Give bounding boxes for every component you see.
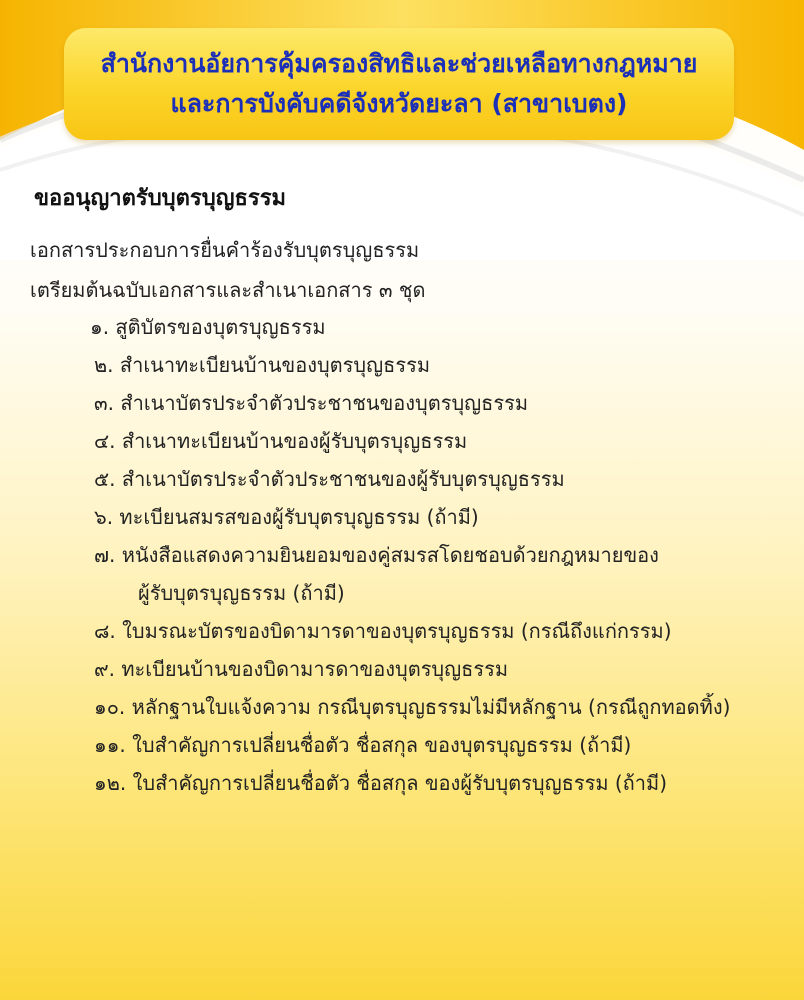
list-item-text: ใบสำคัญการเปลี่ยนชื่อตัว ชื่อสกุล ของบุตรบุญธรรม (ถ้ามี) [132, 733, 632, 757]
list-item-text: ใบสำคัญการเปลี่ยนชื่อตัว ชื่อสกุล ของผู้รับบุตรบุญธรรม (ถ้ามี) [132, 771, 667, 795]
list-item-8 [94, 612, 794, 650]
list-item-text: หลักฐานใบแจ้งความ กรณีบุตรบุญธรรมไม่มีหลักฐาน (กรณีถูกทอดทิ้ง) [131, 695, 731, 719]
list-item-text: สำเนาทะเบียนบ้านของบุตรบุญธรรม [119, 353, 431, 377]
header-title-line2: และการบังคับคดีจังหวัดยะลา (สาขาเบตง) [170, 89, 628, 118]
list-item-12 [94, 764, 794, 802]
list-item-text: สำเนาบัตรประจำตัวประชาชนของบุตรบุญธรรม [120, 391, 529, 415]
list-item-text: สำเนาบัตรประจำตัวประชาชนของผู้รับบุตรบุญธรรม [121, 467, 565, 491]
list-item-text: สูติบัตรของบุตรบุญธรรม [115, 315, 326, 339]
intro-line-2: เตรียมต้นฉบับเอกสารและสำเนาเอกสาร ๓ ชุด [30, 278, 426, 302]
list-item-number: ๔. [94, 429, 116, 453]
list-item-5 [94, 460, 794, 498]
list-item-number: ๒. [94, 353, 114, 377]
list-item-number: ๓. [94, 391, 115, 415]
list-item-number: ๙. [94, 657, 116, 681]
list-item-7 [94, 536, 794, 574]
list-item-9 [94, 650, 794, 688]
list-item-number: ๑๒. [94, 771, 127, 795]
list-item-text: ทะเบียนสมรสของผู้รับบุตรบุญธรรม (ถ้ามี) [119, 505, 479, 529]
list-item-text: สำเนาทะเบียนบ้านของผู้รับบุตรบุญธรรม [121, 429, 468, 453]
list-item-number: ๖. [94, 505, 114, 529]
list-item-number: ๘. [94, 619, 116, 643]
list-item-number: ๑. [90, 315, 110, 339]
list-item-11 [94, 726, 794, 764]
list-item-number: ๑๑. [94, 733, 126, 757]
list-item-text: ทะเบียนบ้านของบิดามารดาของบุตรบุญธรรม [121, 657, 509, 681]
list-item-6 [94, 498, 794, 536]
list-item-number: ๗. [94, 543, 116, 567]
list-item-4 [94, 422, 794, 460]
list-item-number: ๕. [94, 467, 116, 491]
list-item-10 [94, 688, 794, 726]
intro-line-1: เอกสารประกอบการยื่นคำร้องรับบุตรบุญธรรม [30, 238, 420, 262]
list-item-text: ใบมรณะบัตรของบิดามารดาของบุตรบุญธรรม (กรณีถึงแก่กรรม) [122, 619, 672, 643]
list-item-2 [94, 346, 794, 384]
list-item-3 [94, 384, 794, 422]
list-item-1 [90, 308, 794, 346]
header-banner [64, 28, 734, 140]
intro-block [30, 230, 425, 310]
list-item-7-continuation: ผู้รับบุตรบุญธรรม (ถ้ามี) [138, 581, 345, 605]
document-list [90, 308, 794, 802]
section-heading: ขออนุญาตรับบุตรบุญธรรม [34, 186, 287, 211]
header-title-line1: สำนักงานอัยการคุ้มครองสิทธิและช่วยเหลือทางกฎหมาย [100, 49, 698, 78]
list-item-number: ๑๐. [94, 695, 126, 719]
list-item-text: หนังสือแสดงความยินยอมของคู่สมรสโดยชอบด้วยกฎหมายของ [121, 543, 659, 567]
